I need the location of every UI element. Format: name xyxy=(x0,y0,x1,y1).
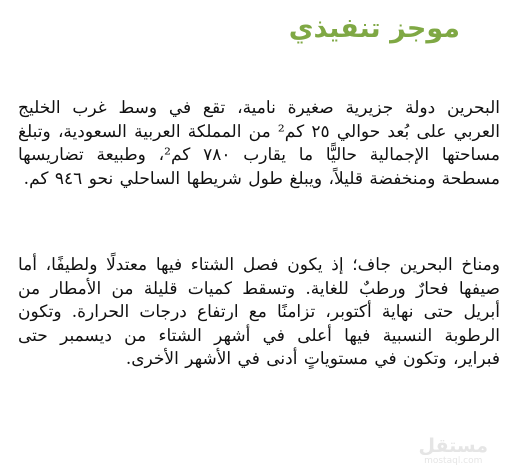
page-title: موجز تنفيذي xyxy=(288,13,460,44)
watermark-url: mostaql.com xyxy=(424,456,483,466)
paragraph-climate: ومناخ البحرين جاف؛ إذ يكون فصل الشتاء فيها معتدلًا ولطيفًا، أما صيفها فحارٌ ورطبٌ للغاية. وتسقط كميات قليلة من الأمطار من أبريل حتى نهاية أكتوبر، تزامنًا مع ارتفاع درجات الحرارة. وتكون الرطوبة النسبية فيها أعلى في أشهر الشتاء من ديسمبر حتى فبراير، وتكون في مستوياتٍ أدنى في الأشهر الأخرى. xyxy=(18,255,500,370)
watermark-logo xyxy=(419,436,489,466)
paragraph-geography: البحرين دولة جزيرية صغيرة نامية، تقع في وسط غرب الخليج العربي على بُعد حوالي ٢٥ كم² من المملكة العربية السعودية، وتبلغ مساحتها الإجمالية حاليًّا ما يقارب ٧٨٠ كم²، وطبيعة تضاريسها مسطحة ومنخفضة قليلاً، ويبلغ طول شريطها الساحلي نحو ٩٤٦ كم. xyxy=(18,98,501,189)
watermark-brand: مستقل xyxy=(418,435,488,457)
